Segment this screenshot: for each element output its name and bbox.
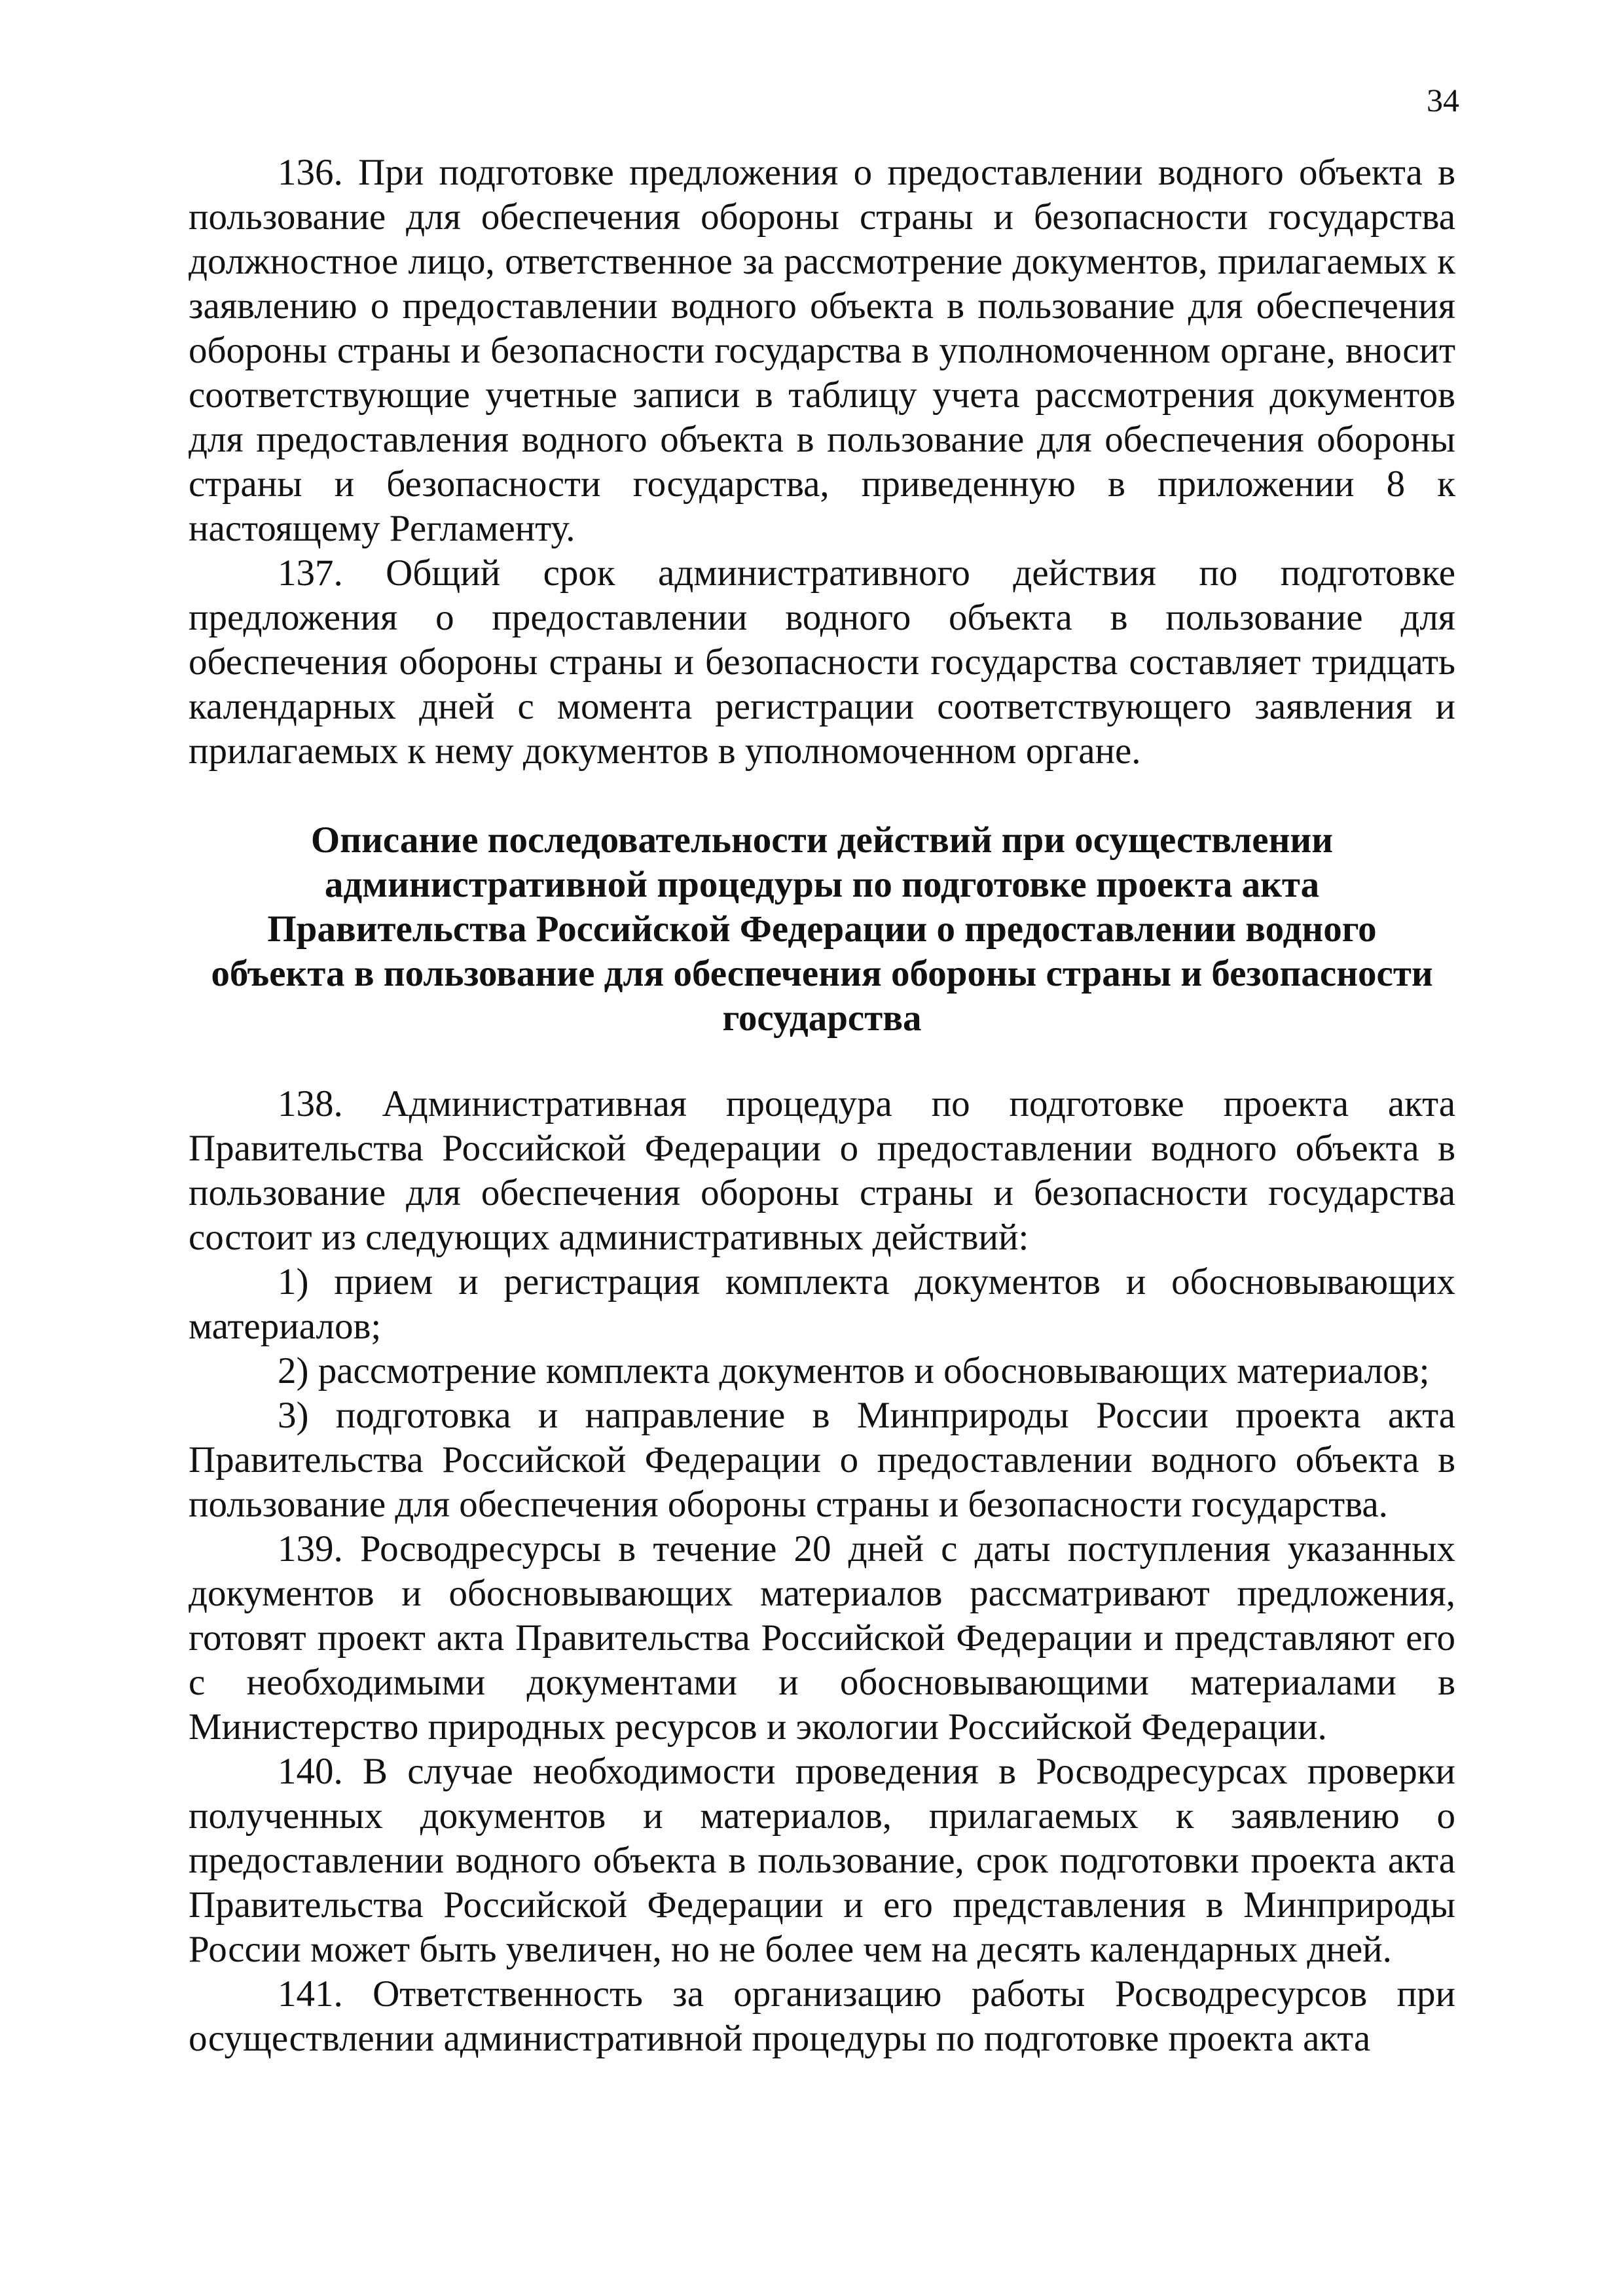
page-number: 34 [1427, 82, 1459, 118]
paragraph-139: 139. Росводресурсы в течение 20 дней с даты поступления указанных документов и обосновывающих материалов рассматривают предложения, готовят проект акта Правительства Российской Федерации и представляют его с необходимыми документами и обосновывающими материалами в Министерство природных ресурсов и экологии Российской Федерации. [189, 1528, 1455, 1748]
list-item-1: 1) прием и регистрация комплекта документов и обосновывающих материалов; [189, 1261, 1455, 1347]
section-heading-line: Описание последовательности действий при осуществлении [310, 819, 1334, 861]
paragraph-141: 141. Ответственность за организацию работы Росводресурсов при осуществлении административной процедуры по подготовке проекта акта [189, 1973, 1455, 2059]
section-heading-line: государства [722, 997, 922, 1039]
paragraph-138: 138. Административная процедура по подготовке проекта акта Правительства Российской Федерации о предоставлении водного объекта в пользование для обеспечения обороны страны и безопасности государства состоит из следующих административных действий: [189, 1083, 1455, 1258]
section-heading-line: объекта в пользование для обеспечения обороны страны и безопасности [211, 953, 1433, 994]
list-item-2: 2) рассмотрение комплекта документов и обосновывающих материалов; [278, 1350, 1430, 1391]
section-heading [189, 818, 1455, 1041]
section-heading-line: административной процедуры по подготовке проекта акта [324, 864, 1320, 905]
paragraph-140: 140. В случае необходимости проведения в Росводресурсах проверки полученных документов и материалов, прилагаемых к заявлению о предоставлении водного объекта в пользование, срок подготовки проекта акта Правительства Российской Федерации и его представления в Минприроды России может быть увеличен, но не более чем на десять календарных дней. [189, 1751, 1455, 1970]
paragraph-136: 136. При подготовке предложения о предоставлении водного объекта в пользование для обеспечения обороны страны и безопасности государства должностное лицо, ответственное за рассмотрение документов, прилагаемых к заявлению о предоставлении водного объекта в пользование для обеспечения обороны страны и безопасности государства в уполномоченном органе, вносит соответствующие учетные записи в таблицу учета рассмотрения документов для предоставления водного объекта в пользование для обеспечения обороны страны и безопасности государства, приведенную в приложении 8 к настоящему Регламенту. [189, 152, 1455, 549]
paragraph-137: 137. Общий срок административного действия по подготовке предложения о предоставлении водного объекта в пользование для обеспечения обороны страны и безопасности государства составляет тридцать календарных дней с момента регистрации соответствующего заявления и прилагаемых к нему документов в уполномоченном органе. [189, 552, 1455, 772]
section-heading-line: Правительства Российской Федерации о предоставлении водного [267, 908, 1377, 950]
list-item-3: 3) подготовка и направление в Минприроды России проекта акта Правительства Российской Федерации о предоставлении водного объекта в пользование для обеспечения обороны страны и безопасности государства. [189, 1395, 1455, 1525]
top-text-block [189, 151, 1455, 774]
bottom-text-block [189, 1082, 1455, 2061]
